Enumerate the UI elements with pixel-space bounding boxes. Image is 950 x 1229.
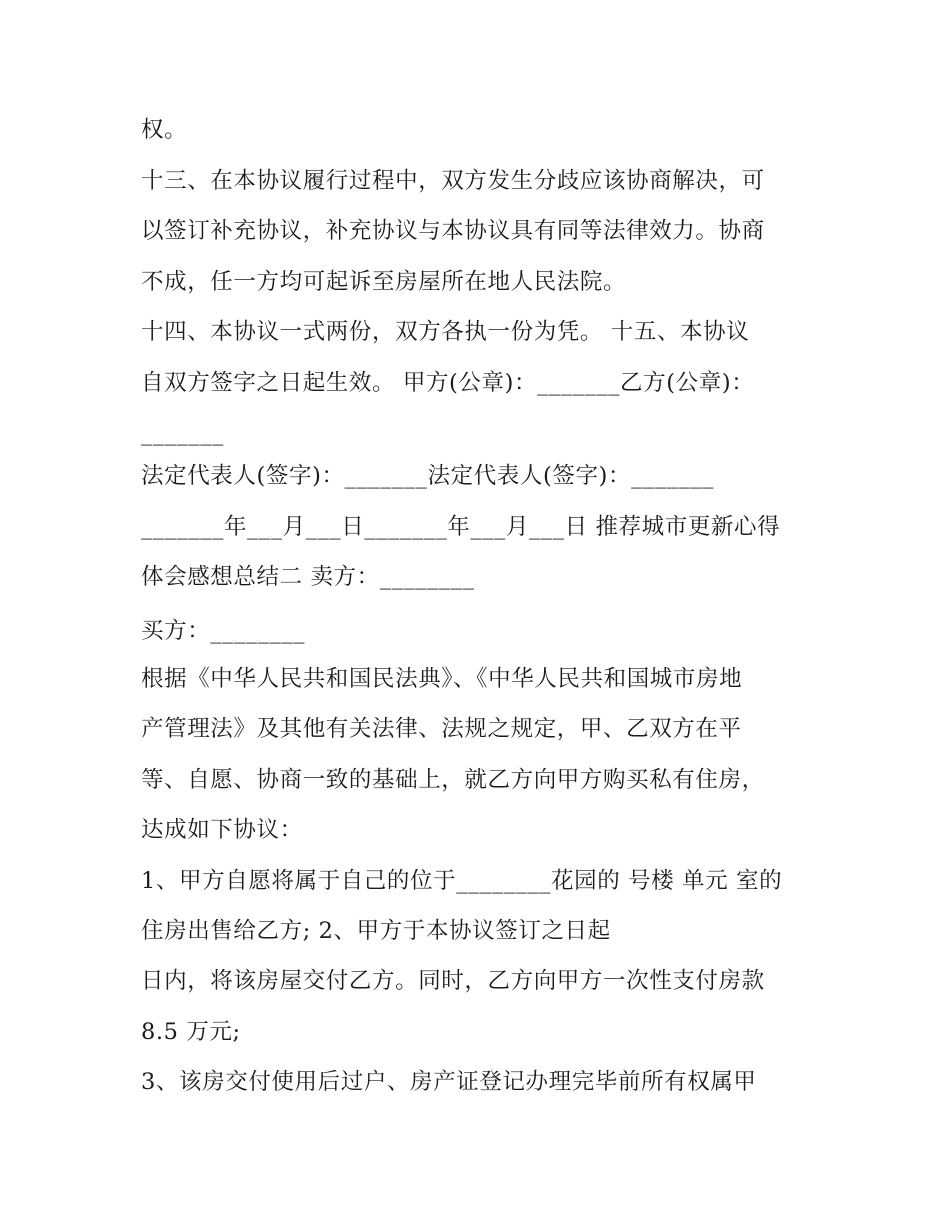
text-line: 等、自愿、协商一致的基础上，就乙方向甲方购买私有住房，: [141, 767, 765, 793]
text-line: 十四、本协议一式两份，双方各执一份为凭。 十五、本协议: [141, 319, 750, 345]
text-line: 日内，将该房屋交付乙方。同时，乙方向甲方一次性支付房款: [141, 968, 765, 994]
text-line: _______: [141, 420, 224, 446]
text-line: 1、甲方自愿将属于自己的位于________花园的 号楼 单元 室的: [141, 868, 783, 894]
text-line: 不成，任一方均可起诉至房屋所在地人民法院。: [141, 269, 627, 295]
text-line: 买方：________: [141, 618, 306, 644]
text-line: 体会感想总结二 卖方：________: [141, 564, 475, 590]
text-line: 8.5 万元;: [141, 1019, 241, 1045]
text-line: 自双方签字之日起生效。 甲方(公章)：_______乙方(公章)：: [141, 370, 755, 396]
text-line: 十三、在本协议履行过程中，双方发生分歧应该协商解决，可: [141, 168, 765, 194]
text-line: 权。: [141, 117, 188, 143]
text-line: 达成如下协议：: [141, 817, 303, 843]
text-line: 根据《中华人民共和国民法典》、《中华人民共和国城市房地: [141, 666, 743, 692]
text-line: 法定代表人(签字)：_______法定代表人(签字)：_______: [141, 463, 715, 489]
text-line: 住房出售给乙方; 2、甲方于本协议签订之日起: [141, 918, 611, 944]
text-line: 产管理法》及其他有关法律、法规之规定，甲、乙双方在平: [141, 716, 742, 742]
text-line: 以签订补充协议，补充协议与本协议具有同等法律效力。协商: [141, 218, 765, 244]
text-line: _______年___月___日_______年___月___日 推荐城市更新心得: [141, 514, 781, 540]
text-line: 3、该房交付使用后过户、房产证登记办理完毕前所有权属甲: [141, 1069, 757, 1095]
